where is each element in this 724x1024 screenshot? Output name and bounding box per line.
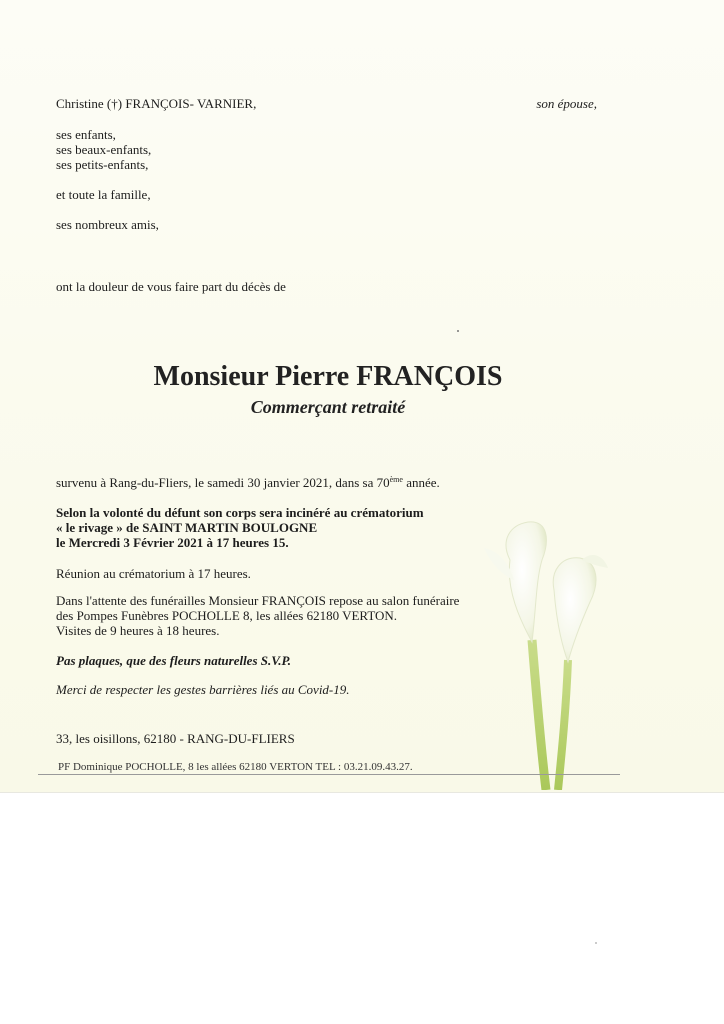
in-laws-line: ses beaux-enfants, [56,142,152,157]
children-line: ses enfants, [56,127,116,142]
funeral-home-footer: PF Dominique POCHOLLE, 8 les allées 62180 VERTON TEL : 03.21.09.43.27. [58,761,413,773]
cremation-line-1: Selon la volonté du défunt son corps sera incinéré au crématorium [56,505,424,520]
deceased-title: Commerçant retraité [250,397,406,417]
scan-edge [0,792,724,793]
meeting-line: Réunion au crématorium à 17 heures. [56,566,251,581]
home-address: 33, les oisillons, 62180 - RANG-DU-FLIERS [56,731,295,746]
friends-line: ses nombreux amis, [56,217,159,232]
cremation-line-3: le Mercredi 3 Février 2021 à 17 heures 15. [56,535,289,550]
grandchildren-line: ses petits-enfants, [56,157,149,172]
deceased-name: Monsieur Pierre FRANÇOIS [153,361,503,392]
announcement-line: ont la douleur de vous faire part du décès de [56,279,286,294]
covid-notice: Merci de respecter les gestes barrières liés au Covid-19. [56,682,350,697]
spouse-role: son épouse, [536,96,597,111]
death-details [56,475,440,490]
death-text-end: année. [402,475,440,490]
funeral-home-line-3: Visites de 9 heures à 18 heures. [56,623,220,638]
calla-lily-illustration [470,520,620,790]
death-ordinal-suffix: ème [389,475,403,484]
scan-speck [457,330,459,332]
scan-speck-lower [595,942,597,944]
death-text: survenu à Rang-du-Fliers, le samedi 30 janvier 2021, dans sa 70 [56,475,390,490]
funeral-home-line-1: Dans l'attente des funérailles Monsieur FRANÇOIS repose au salon funéraire [56,593,460,608]
flowers-request: Pas plaques, que des fleurs naturelles S.V.P. [56,653,292,668]
family-line: et toute la famille, [56,187,151,202]
spouse-name: Christine (†) FRANÇOIS- VARNIER, [56,96,257,111]
cremation-line-2: « le rivage » de SAINT MARTIN BOULOGNE [56,520,318,535]
footer-divider [38,774,620,775]
funeral-home-line-2: des Pompes Funèbres POCHOLLE 8, les allées 62180 VERTON. [56,608,398,623]
